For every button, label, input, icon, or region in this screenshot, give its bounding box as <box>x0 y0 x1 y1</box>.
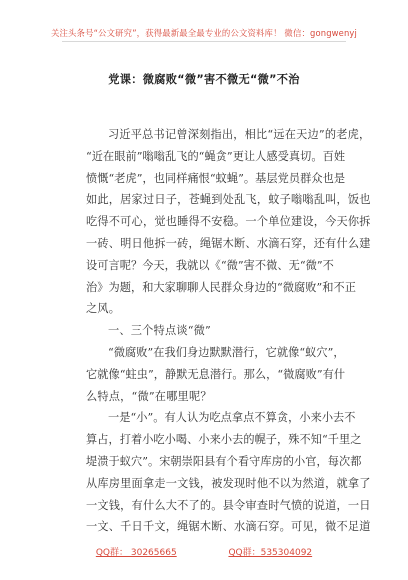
qq-group-link-2[interactable]: QQ群：535304092 <box>228 548 313 558</box>
paragraph-line: 一文钱，有什么大不了的。县令审查时气愤的说道，一日 <box>86 498 371 512</box>
section-heading: 一、三个特点谈“微” <box>108 324 211 338</box>
paragraph-line: 习近平总书记曾深刻指出，相比“远在天边”的老虎， <box>108 128 371 141</box>
document-body <box>86 124 371 538</box>
paragraph-line: 从库房里面拿走一文钱，被发现时他不以为然道，就拿了 <box>86 476 371 490</box>
paragraph-line: 算占，打着小吃小喝、小来小去的幌子，殊不知“千里之 <box>86 433 362 447</box>
paragraph-line: 堤溃于蚁穴”。宋朝崇阳县有个看守库房的小官，每次都 <box>86 454 362 468</box>
paragraph-line: “近在眼前”嗡嗡乱飞的“蝇贪”更让人感受真切。百姓 <box>86 149 346 163</box>
qq-group-link-1[interactable]: QQ群： 30265665 <box>95 548 177 558</box>
paragraph-line: 如此，居家过日子，苍蝇到处乱飞，蚊子嗡嗡乱叫，饭也 <box>86 193 371 207</box>
paragraph-line: 它就像“蛀虫”，静默无息潜行。那么，“微腐败”有什 <box>86 367 346 381</box>
paragraph-line: 愤慨“老虎”，也同样痛恨“蚊蝇”。基层党员群众也是 <box>86 171 346 185</box>
footer-contacts <box>0 545 408 558</box>
paragraph-line: 之风。 <box>86 302 121 316</box>
paragraph-line: 一砖、明日他拆一砖，绳锯木断、水滴石穿，还有什么建 <box>86 236 371 250</box>
paragraph-line: 么特点，“微”在哪里呢？ <box>86 389 212 403</box>
header-divider <box>62 41 346 42</box>
paragraph-line: 吃得不可心，觉也睡得不安稳。一个单位建设，今天你拆 <box>86 215 371 229</box>
paragraph-line: 设可言呢？今天，我就以《“微”害不微、无“微”不 <box>86 258 334 272</box>
paragraph-line: “微腐败”在我们身边默默潜行，它就像“蚁穴”， <box>108 345 345 359</box>
document-title: 党课：微腐败“微”害不微无“微”不治 <box>108 73 300 86</box>
promo-banner: 关注头条号“公文研究”，获得最新最全最专业的公文资料库！ 微信：gongwenyj <box>50 28 358 38</box>
paragraph-line: 治》为题，和大家聊聊人民群众身边的“微腐败”和不正 <box>86 280 357 294</box>
paragraph-line: 一文、千日千文，绳锯木断、水滴石穿。可见，微不足道 <box>86 520 371 534</box>
paragraph-line: 一是“小”。有人认为吃点拿点不算贪，小来小去不 <box>108 411 356 425</box>
